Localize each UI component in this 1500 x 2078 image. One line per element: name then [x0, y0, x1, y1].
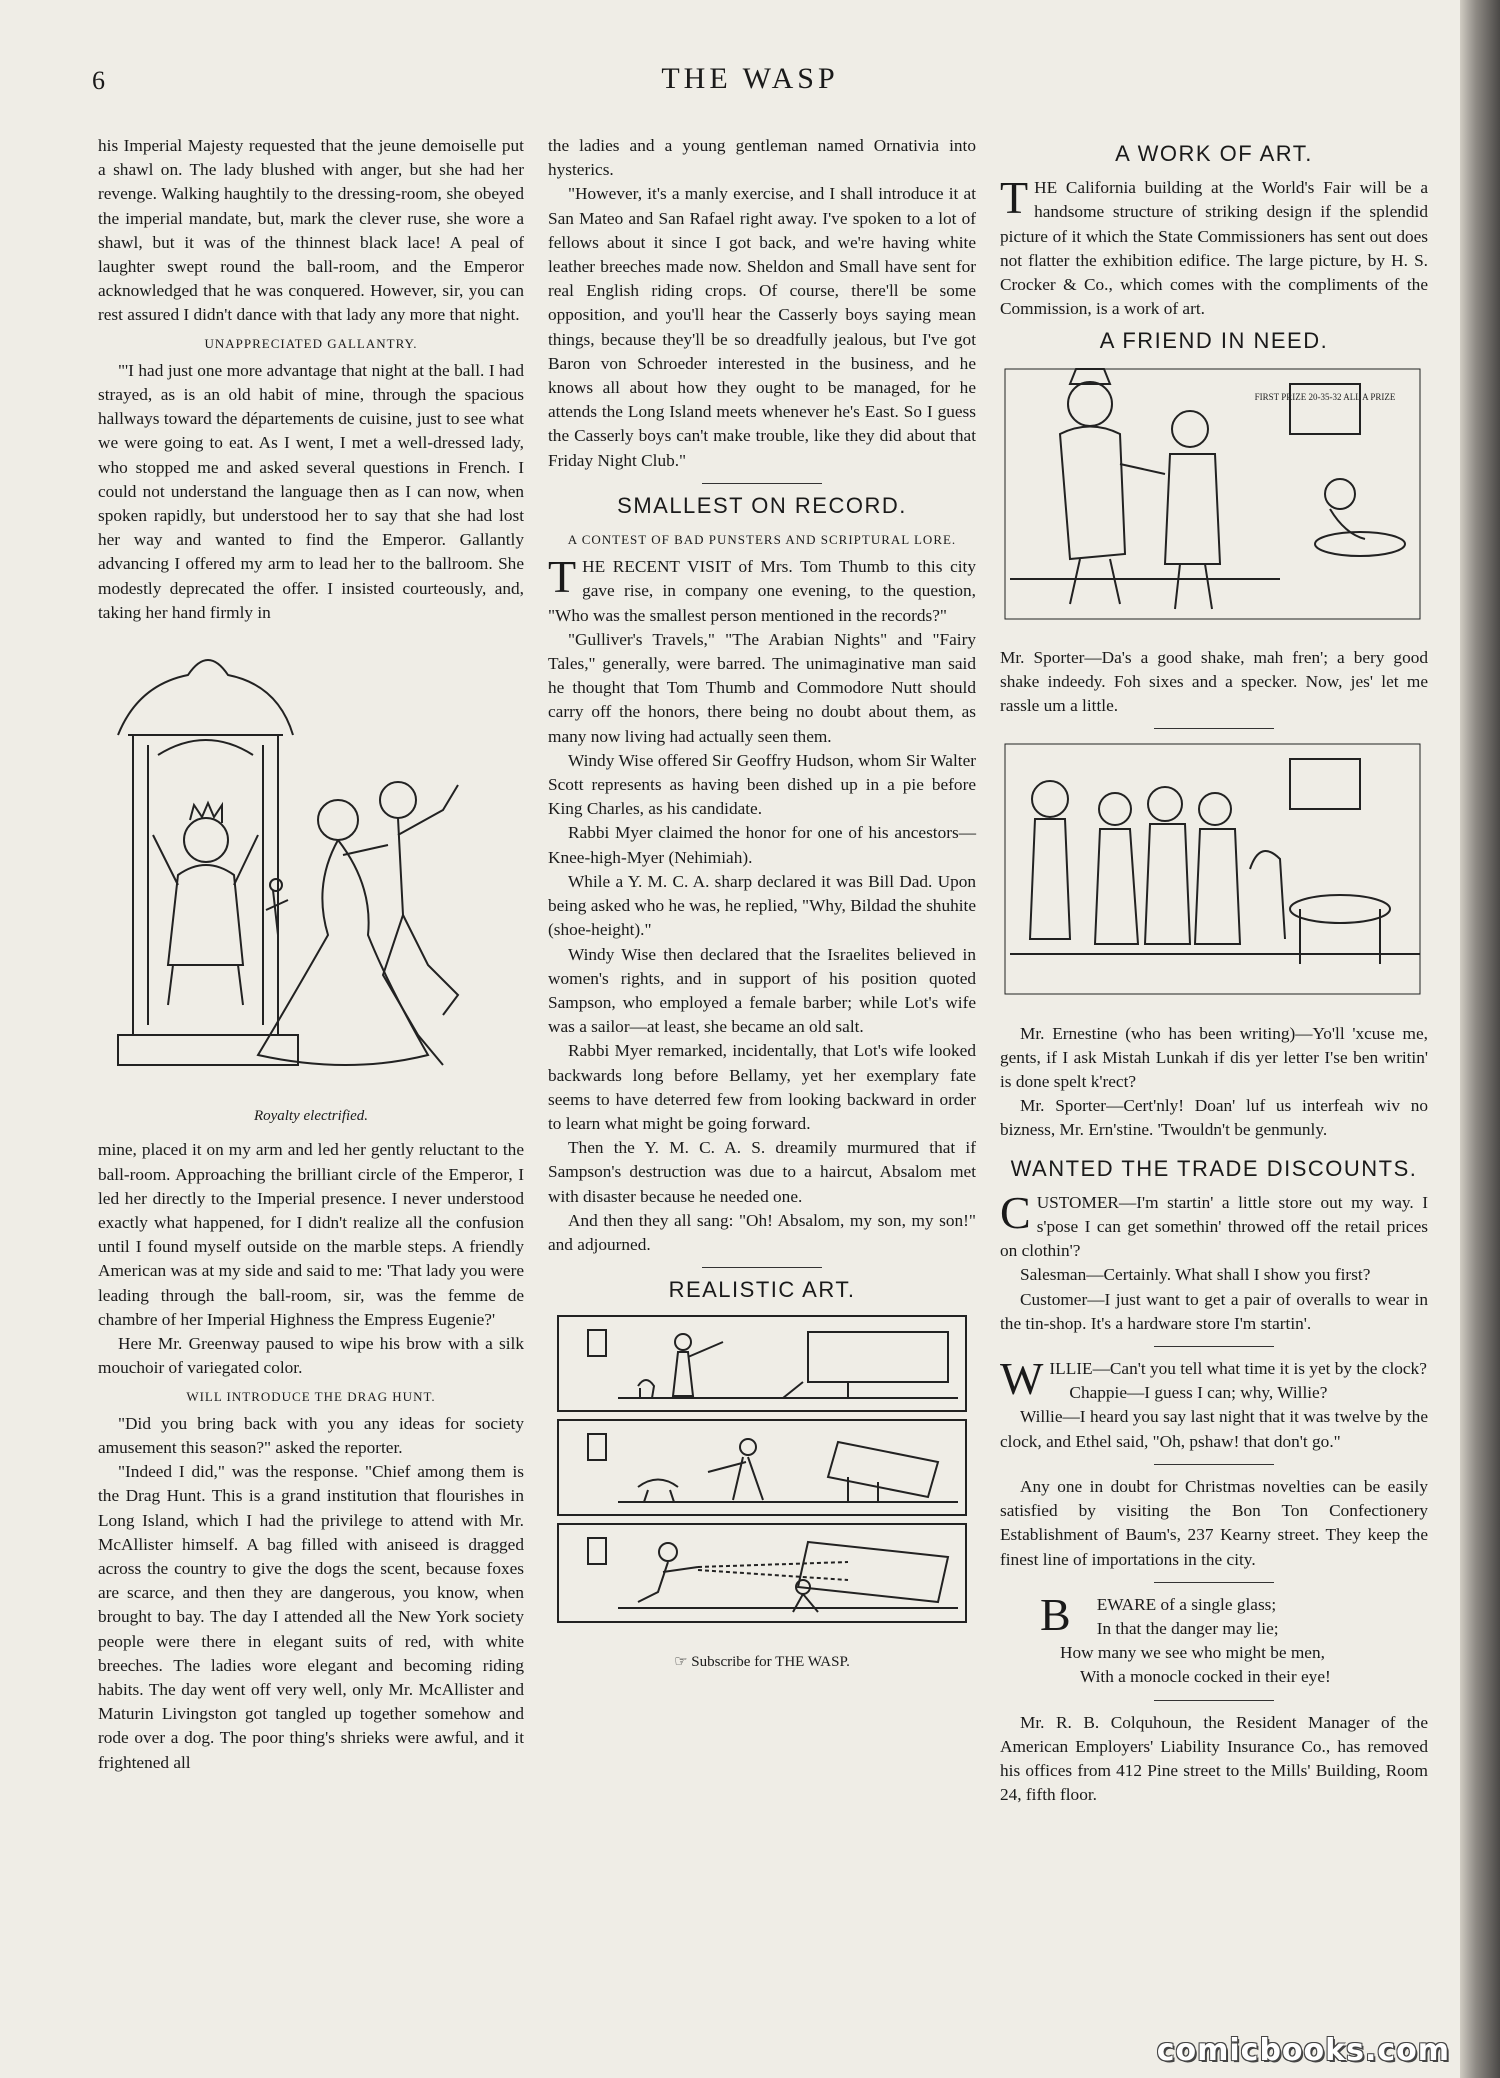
- col3-paragraph: Chappie—I guess I can; why, Willie?: [1069, 1383, 1328, 1403]
- col2-paragraph: the ladies and a young gentleman named Ornativia into hysterics.: [548, 136, 976, 180]
- poem-line: In that the danger may lie;: [1096, 1618, 1279, 1638]
- section-rule: [1154, 1582, 1274, 1583]
- poem-line: With a monocle cocked in their eye!: [1080, 1667, 1331, 1687]
- col1-paragraph: "Indeed I did," was the response. "Chief among them is the Drag Hunt. This is a grand institution that flourishes in Long Island, which I had the privilege to attend with Mr. McAllister himself. A bag filled with aniseed is dragged across the country to give the dogs the scent, because foxes are scarce, and then they are dangerous, you know, when brought to bay. The day I attended all the New York society people were there in elegant suits of red, with white breeches. The ladies wore elegant and becoming riding habits. The day went off very well, only Mr. McAllister and Maturin Livingston got tangled up together somehow and rode over a dog. The poor thing's shrieks were awful, and it frightened all: [98, 1462, 524, 1772]
- section-rule: [702, 483, 822, 484]
- section-rule: [1154, 1464, 1274, 1465]
- col2-paragraph: Rabbi Myer remarked, incidentally, that Lot's wife looked backwards long before Bellamy, yet her exemplary fate seems to have deterred few from looking backward in order to learn what might be going forward.: [548, 1041, 976, 1133]
- pointing-hand-icon: ☞: [674, 1653, 688, 1670]
- col2-paragraph: Rabbi Myer claimed the honor for one of his ancestors—Knee-high-Myer (Nehimiah).: [548, 823, 976, 867]
- col2-paragraph: Windy Wise offered Sir Geoffry Hudson, whom Sir Walter Scott represents as having been dished up in a pie before King Charles, as his candidate.: [548, 750, 976, 819]
- col3-paragraph: USTOMER—I'm startin' a little store out my way. I s'pose I can get somethin' throwed off the retail prices on clothin'?: [1000, 1192, 1428, 1261]
- col1-paragraph: his Imperial Majesty requested that the jeune demoiselle put a shawl on. The lady blushed with anger, but she had her revenge. Walking haughtily to the dressing-room, she obeyed the imperial mandate, but, mark the clever ruse, she wore a shawl, but it was of the thinnest black lace! A peal of laughter swept round the ball-room, and the Emperor acknowledged that he was conquered. However, sir, you can rest assured I didn't dance with that lady any more that night.: [98, 136, 524, 325]
- drop-cap: W: [1000, 1353, 1044, 1405]
- col1-subhead: UNAPPRECIATED GALLANTRY.: [204, 335, 418, 351]
- column-3: [1000, 134, 1428, 1807]
- col3-paragraph: HE California building at the World's Fair will be a handsome structure of striking design if the splendid picture of it which the State Commissioners has sent out does not flatter the exhibition edifice. The large picture, by H. S. Crocker & Co., which comes with the compliments of the Commission, is a work of art.: [1000, 178, 1428, 319]
- realistic-art-comic: [548, 1312, 976, 1639]
- col3-paragraph: Willie—I heard you say last night that it was twelve by the clock, and Ethel said, "Oh, pshaw! that don't go.": [1000, 1407, 1428, 1451]
- col3-paragraph: Mr. R. B. Colquhoun, the Resident Manager of the American Employers' Liability Insurance Co., has removed his offices from 412 Pine street to the Mills' Building, Room 24, fifth floor.: [1000, 1712, 1428, 1805]
- col2-paragraph: "Gulliver's Travels," "The Arabian Nights" and "Fairy Tales," generally, were barred. The unimaginative man said he thought that Tom Thumb and Commodore Nutt should carry off the honors, there being no doubt about them, as many now living had actually seen them.: [548, 629, 976, 746]
- smallest-subhead: A CONTEST OF BAD PUNSTERS AND SCRIPTURAL LORE.: [567, 532, 957, 548]
- friend-in-need-cartoon-2: [1000, 739, 1428, 1011]
- col2-paragraph: While a Y. M. C. A. sharp declared it was Bill Dad. Upon being asked who he was, he replied, "Why, Bildad the shuhite (shoe-height).": [548, 871, 976, 940]
- royalty-drawing: [98, 635, 524, 1095]
- section-rule: [1154, 728, 1274, 729]
- drop-cap: B: [1040, 1588, 1071, 1640]
- poem-line: How many we see who might be men,: [1060, 1643, 1325, 1663]
- work-of-art-heading: A WORK OF ART.: [1115, 141, 1313, 166]
- royalty-caption: Royalty electrified.: [253, 1108, 369, 1125]
- friend-in-need-cartoon-1: [1000, 364, 1428, 636]
- cartoon-panel-1: [1000, 364, 1428, 629]
- col1-paragraph: "Did you bring back with you any ideas for society amusement this season?" asked the reporter.: [98, 1413, 524, 1457]
- watermark: comicbooks.com: [1156, 2033, 1450, 2068]
- prize-sign-label: FIRST PRIZE 20-35-32 ALL A PRIZE: [1254, 391, 1396, 402]
- col3-paragraph: Any one in doubt for Christmas novelties can be easily satisfied by visiting the Bon Ton Confectionery Establishment of Baum's, 237 Kearny street. They keep the finest line of importations in the city.: [1000, 1476, 1428, 1569]
- page-number: 6: [92, 66, 105, 95]
- drop-cap: T: [548, 551, 577, 603]
- poem-line: EWARE of a single glass;: [1096, 1594, 1277, 1614]
- column-2: [548, 134, 976, 1682]
- friend-in-need-heading: A FRIEND IN NEED.: [1099, 328, 1329, 354]
- col1-paragraph: Here Mr. Greenway paused to wipe his brow with a silk mouchoir of variegated color.: [98, 1334, 524, 1378]
- book-binding-shadow: [1460, 0, 1500, 2078]
- smallest-on-record-heading: SMALLEST ON RECORD.: [617, 492, 907, 518]
- col1-subhead: WILL INTRODUCE THE DRAG HUNT.: [186, 1388, 436, 1404]
- col2-paragraph: HE RECENT VISIT of Mrs. Tom Thumb to this city gave rise, in company one evening, to the question, "Who was the smallest person mentioned in the records?": [548, 557, 976, 625]
- cartoon-2-caption: Mr. Sporter—Cert'nly! Doan' luf us interfeah wiv no bizness, Mr. Ern'stine. 'Twouldn't be genmunly.: [1000, 1096, 1428, 1140]
- col1-paragraph: "'I had just one more advantage that night at the ball. I had strayed, as is an old habit of mine, through the spacious hallways toward the départements de cuisine, just to see what we were going to eat. As I went, I met a well-dressed lady, who stopped me and asked several questions in French. I could not understand the language then as I can now, when spoken rapidly, but understood her to say that she had lost her way and wanted to find the Emperor. Gallantly advancing I offered my arm to lead her to the ballroom. She modestly deprecated the offer. I insisted courteously, and, taking her hand firmly in: [98, 360, 524, 622]
- masthead: THE WASP: [661, 62, 839, 95]
- col1-paragraph: mine, placed it on my arm and led her gently reluctant to the ball-room. Approaching the brilliant circle of the Emperor, I led her directly to the Imperial presence. I never understood exactly what happened, for I didn't realize all the confusion until I found myself outside on the marble steps. A friendly American was at my side and said to me: 'That lady you were leading through the ball-room, sir, was the femme de chambre of her Imperial Highness the Empress Eugenie?': [98, 1140, 524, 1329]
- drop-cap: C: [1000, 1186, 1031, 1238]
- section-rule: [702, 1267, 822, 1268]
- col2-paragraph: "However, it's a manly exercise, and I shall introduce it at San Mateo and San Rafael right away. I've spoken to a lot of fellows about it since I got back, and we're having white leather breeches made now. Sheldon and Small have sent for real English riding crops. Of course, there'll be some opposition, and you'll hear the Casserly boys saying mean things, because they'll be so dreadfully jealous, but I've got Baron von Schroeder interested in the business, and he knows all about how they ought to be managed, for he attends the Long Island meets whenever he's East. So I guess the Casserly boys can't make trouble, like they did about that Friday Night Club.": [548, 184, 976, 470]
- col3-paragraph: Salesman—Certainly. What shall I show you first?: [1020, 1265, 1371, 1285]
- royalty-illustration: [98, 635, 524, 1128]
- col3-paragraph: Customer—I just want to get a pair of overalls to wear in the tin-shop. It's a hardware store I'm startin'.: [1000, 1289, 1428, 1333]
- col3-paragraph: ILLIE—Can't you tell what time it is yet by the clock?: [1049, 1359, 1427, 1379]
- realistic-art-panels: [548, 1312, 976, 1632]
- drop-cap: T: [1000, 172, 1029, 224]
- col2-paragraph: Then the Y. M. C. A. S. dreamily murmured that if Sampson's destruction was due to a haircut, Absalom met with disaster because he needed one.: [548, 1138, 976, 1206]
- section-rule: [1154, 1346, 1274, 1347]
- realistic-art-heading: REALISTIC ART.: [668, 1277, 856, 1303]
- cartoon-2-caption: Mr. Ernestine (who has been writing)—Yo'll 'xcuse me, gents, if I ask Mistah Lunkah if dis yer letter I'se ben writin' is done spelt k'rect?: [1000, 1023, 1428, 1092]
- trade-discounts-heading: WANTED THE TRADE DISCOUNTS.: [1010, 1155, 1418, 1181]
- col2-paragraph: And then they all sang: "Oh! Absalom, my son, my son!" and adjourned.: [548, 1210, 976, 1254]
- column-1: [98, 134, 524, 1775]
- subscribe-notice: ☞ Subscribe for THE WASP.: [674, 1653, 850, 1670]
- cartoon-panel-2: [1000, 739, 1428, 1004]
- cartoon-1-caption: Mr. Sporter—Da's a good shake, mah fren'; a bery good shake indeedy. Foh sixes and a specker. Now, jes' let me rassle um a little.: [1000, 647, 1428, 716]
- section-rule: [1154, 1700, 1274, 1701]
- col2-paragraph: Windy Wise then declared that the Israelites believed in women's rights, and in support of his position quoted Sampson, who employed a female barber; while Lot's wife was a sailor—at least, she became an old salt.: [548, 944, 976, 1037]
